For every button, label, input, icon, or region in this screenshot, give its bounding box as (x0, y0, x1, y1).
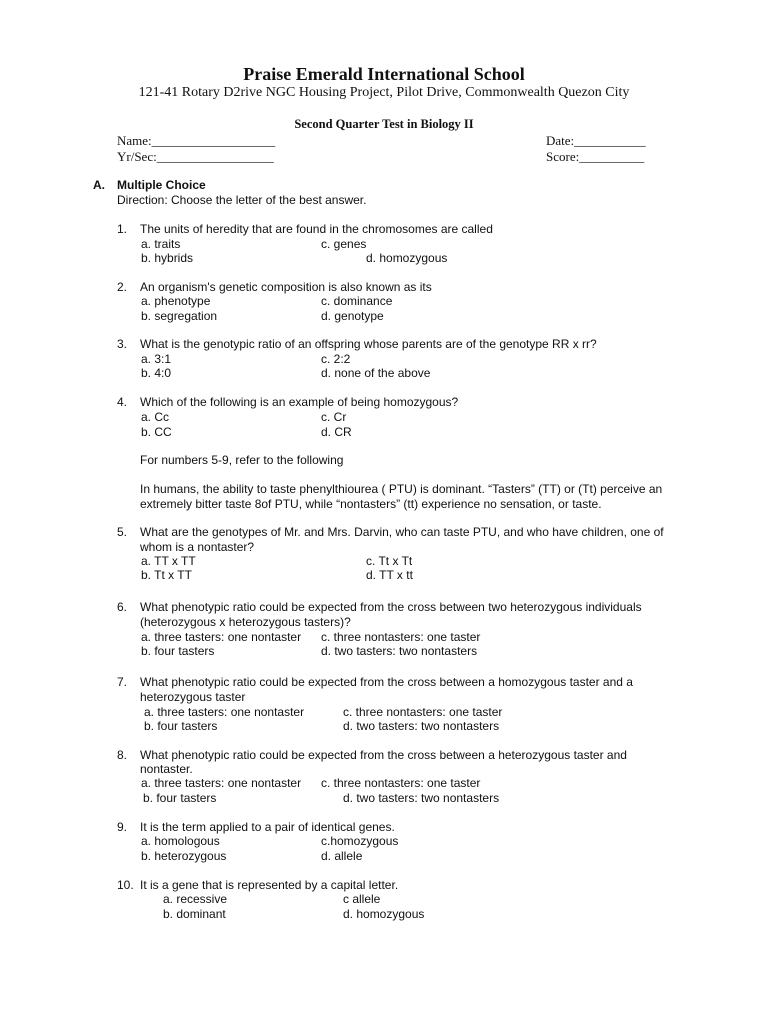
score-field: Score:__________ (546, 149, 645, 164)
option-c: c.homozygous (321, 834, 399, 848)
school-name: Praise Emerald International School (243, 64, 525, 84)
question-stem: What phenotypic ratio could be expected from the cross between two heterozygous individuals (140, 600, 642, 614)
section-letter: A. (93, 178, 105, 192)
option-a: a. recessive (163, 892, 228, 906)
question-number: 5. (117, 525, 128, 539)
option-b: b. heterozygous (141, 849, 227, 863)
option-d: d. CR (321, 425, 352, 439)
school-address: 121-41 Rotary D2rive NGC Housing Project, Pilot Drive, Commonwealth Quezon City (138, 85, 630, 100)
option-a: a. 3:1 (141, 352, 172, 366)
passage-intro: For numbers 5-9, refer to the following (140, 453, 344, 467)
question-number: 6. (117, 600, 128, 614)
question-stem: What is the genotypic ratio of an offspring whose parents are of the genotype RR x rr? (140, 337, 597, 351)
option-c: c. three nontasters: one taster (343, 705, 503, 719)
question-stem: It is a gene that is represented by a capital letter. (140, 878, 399, 892)
question-stem: It is the term applied to a pair of identical genes. (140, 820, 395, 834)
question-stem: An organism's genetic composition is also known as its (140, 280, 432, 294)
section-title: Multiple Choice (117, 178, 206, 192)
option-c: c. Cr (321, 410, 347, 424)
question-number: 4. (117, 395, 128, 409)
option-a: a. three tasters: one nontaster (144, 705, 305, 719)
option-b: b. Tt x TT (141, 568, 192, 582)
question-stem: nontaster. (140, 762, 193, 776)
option-c: c allele (343, 892, 381, 906)
option-d: d. two tasters: two nontasters (343, 791, 500, 805)
yrsec-field: Yr/Sec:__________________ (117, 149, 274, 164)
option-a: a. traits (141, 237, 181, 251)
question-stem: (heterozygous x heterozygous tasters)? (140, 615, 351, 629)
option-b: b. four tasters (144, 719, 218, 733)
test-title: Second Quarter Test in Biology II (294, 117, 474, 131)
option-a: a. three tasters: one nontaster (141, 630, 302, 644)
section-direction: Direction: Choose the letter of the best answer. (117, 193, 367, 207)
option-d: d. genotype (321, 309, 384, 323)
passage-line: extremely bitter taste 8of PTU, while “nontasters” (tt) experience no sensation, or taste. (140, 497, 602, 511)
option-b: b. four tasters (141, 644, 215, 658)
option-d: d. allele (321, 849, 363, 863)
option-a: a. TT x TT (141, 554, 196, 568)
passage-line: In humans, the ability to taste phenylthiourea ( PTU) is dominant. “Tasters” (TT) or (Tt) perceive an (140, 482, 663, 496)
option-b: b. segregation (141, 309, 218, 323)
question-stem: heterozygous taster (140, 690, 246, 704)
option-b: b. 4:0 (141, 366, 172, 380)
option-c: c. three nontasters: one taster (321, 776, 481, 790)
option-d: d. two tasters: two nontasters (343, 719, 500, 733)
option-c: c. 2:2 (321, 352, 351, 366)
option-d: d. two tasters: two nontasters (321, 644, 478, 658)
question-stem: whom is a nontaster? (140, 540, 255, 554)
question-number: 7. (117, 675, 128, 689)
option-a: a. Cc (141, 410, 170, 424)
question-number: 2. (117, 280, 128, 294)
option-a: a. phenotype (141, 294, 211, 308)
option-a: a. three tasters: one nontaster (141, 776, 302, 790)
option-c: c. three nontasters: one taster (321, 630, 481, 644)
question-stem: Which of the following is an example of being homozygous? (140, 395, 459, 409)
question-stem: The units of heredity that are found in the chromosomes are called (140, 222, 493, 236)
option-b: b. CC (141, 425, 172, 439)
question-number: 3. (117, 337, 128, 351)
option-d: d. homozygous (366, 251, 448, 265)
option-c: c. Tt x Tt (366, 554, 413, 568)
question-number: 8. (117, 748, 128, 762)
question-number: 10. (117, 878, 134, 892)
option-b: b. dominant (163, 907, 226, 921)
option-d: d. none of the above (321, 366, 431, 380)
option-b: b. hybrids (141, 251, 194, 265)
question-stem: What phenotypic ratio could be expected from the cross between a heterozygous taster and (140, 748, 627, 762)
option-a: a. homologous (141, 834, 220, 848)
name-field: Name:___________________ (117, 133, 276, 148)
option-c: c. dominance (321, 294, 393, 308)
question-stem: What phenotypic ratio could be expected from the cross between a homozygous taster and a (140, 675, 633, 689)
option-b: b. four tasters (143, 791, 217, 805)
date-field: Date:___________ (546, 133, 646, 148)
option-c: c. genes (321, 237, 367, 251)
option-d: d. homozygous (343, 907, 425, 921)
question-stem: What are the genotypes of Mr. and Mrs. Darvin, who can taste PTU, and who have children, one of (140, 525, 664, 539)
option-d: d. TT x tt (366, 568, 413, 582)
question-number: 1. (117, 222, 128, 236)
question-number: 9. (117, 820, 128, 834)
